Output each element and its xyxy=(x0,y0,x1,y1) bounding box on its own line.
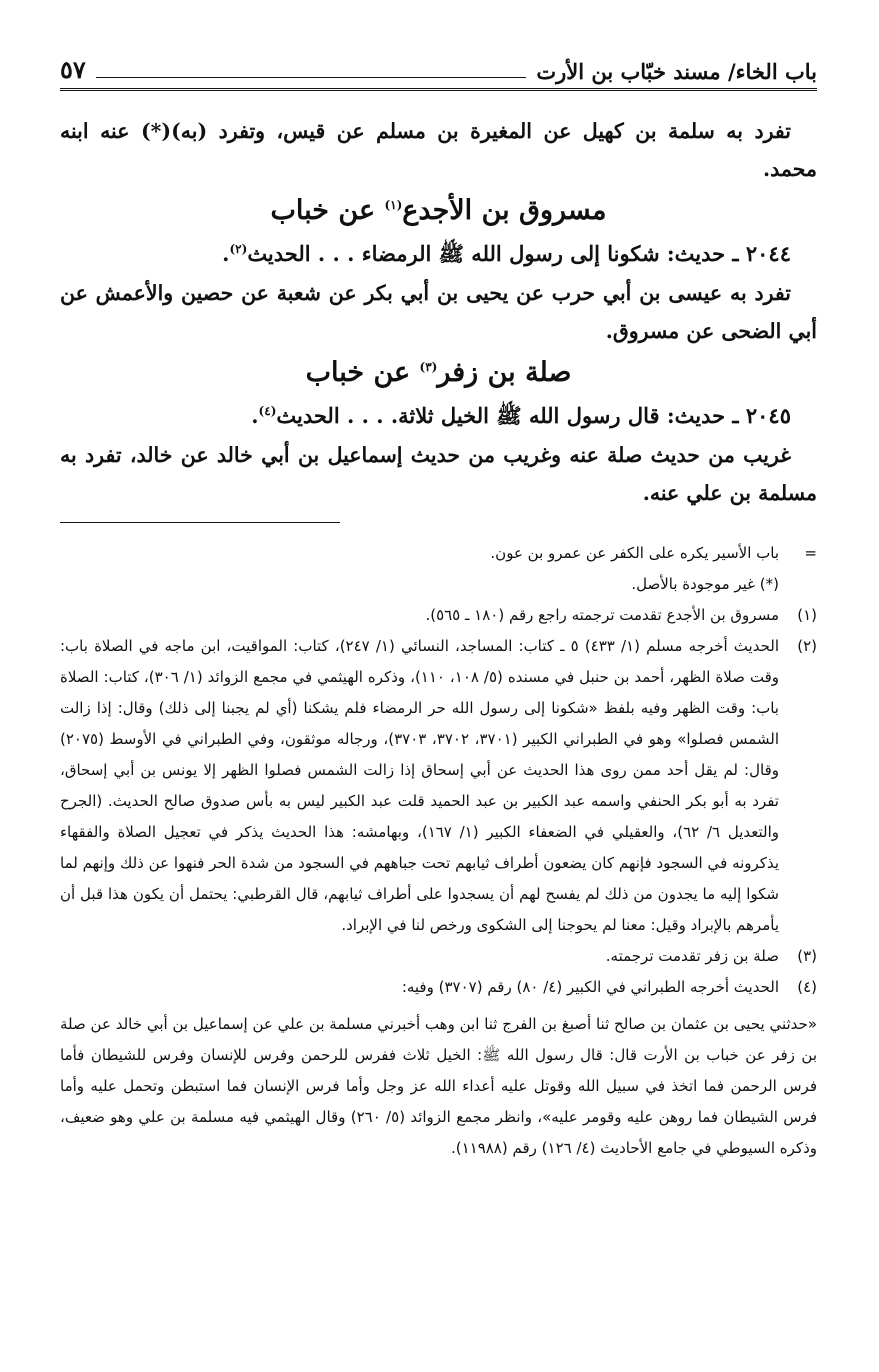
footnote-text: صلة بن زفر تقدمت ترجمته. xyxy=(605,947,779,965)
footnote-mark: (١) xyxy=(797,606,817,624)
footnotes xyxy=(60,538,817,1179)
page xyxy=(60,0,817,1372)
footnote-text: مسروق بن الأجدع تقدمت ترجمته راجع رقم (١٨٠ ـ ٥٦٥). xyxy=(425,606,779,624)
footnote xyxy=(60,972,817,1003)
footnote-text: باب الأسير يكره على الكفر عن عمرو بن عون. xyxy=(490,544,779,562)
footnote xyxy=(60,538,817,569)
footnote xyxy=(60,941,817,972)
hadith-2044: ٢٠٤٤ ـ حديث: شكونا إلى رسول الله ﷺ الرمضاء . . . الحديث$^{(٢)}$. xyxy=(222,241,791,266)
section-title-tail: عن خباب xyxy=(270,195,376,226)
footnote-text: الحديث أخرجه مسلم (١/ ٤٣٣) ٥ ـ كتاب: المساجد، النسائي (١/ ٢٤٧)، كتاب: المواقيت، ابن ماجه في الصلاة باب: وقت صلاة الظهر، أحمد بن حنبل في مسنده (٥/ ١٠٨، ١١٠)، وذكره الهيثمي في مجمع الزوائد (١/ ٣٠٦)، كتاب: الصلاة باب: وقت الظهر وفيه بلفظ «شكونا إلى رسول الله حر الرمضاء فلم يشكنا (أي لم يجبنا إلى ذلك) وقال: إذا زالت الشمس فصلوا» وهو في الطبراني الكبير (٣٧٠١، ٣٧٠٢، ٣٧٠٣)، ورجاله موثقون، وفي الطبراني في الأوسط (٢٠٧٥) وقال: لم يقل أحد ممن روى هذا الحديث عن أبي إسحاق إذا زالت الشمس فصلوا الظهر إلا يونس بن أبي إسحاق، تفرد به أبو بكر الحنفي واسمه عبد الكبير بن عبد الحميد قلت عبد الكبير ليس به بأس صدوق صالح الحديث. (الجرح والتعديل ٦/ ٦٢)، والعقيلي في الضعفاء الكبير (١/ ١٦٧)، وبهامشه: هذا الحديث يذكر في تعجيل الصلاة والفقهاء يذكرونه في السجود فإنهم كان يضعون أطراف ثيابهم تحت جباههم في السجود من شدة الحر فنهوا عن ذلك وإنهم لما شكوا إليه ما يجدون من ذلك لم يفسح لهم أن يسجدوا على أطراف ثيابهم، قال القرطبي: يحتمل أن يكون هذا قبل أن يأمرهم بالإبراد وقيل: معنا لم يحوجنا إلى الشكوى ورخص لنا في الإبراد. xyxy=(60,637,780,934)
hadith-2045: ٢٠٤٥ ـ حديث: قال رسول الله ﷺ الخيل ثلاثة. . . . الحديث$^{(٤)}$. xyxy=(251,403,791,428)
main-text xyxy=(60,112,817,512)
hadith-text: قال رسول الله ﷺ الخيل ثلاثة. . . . الحديث xyxy=(276,403,660,428)
hadith-number: ٢٠٤٤ ـ حديث: xyxy=(666,241,791,266)
commentary-paragraph: تفرد به عيسى بن أبي حرب عن يحيى بن أبي بكر عن شعبة عن حصين والأعمش عن أبي الضحى عن مسروق. xyxy=(60,281,817,343)
page-number: ٥٧ xyxy=(60,55,86,84)
footnote-mark xyxy=(779,569,817,600)
footnote-mark: = xyxy=(804,544,817,562)
section-title-sila xyxy=(60,350,817,396)
footnote-text: الحديث أخرجه الطبراني في الكبير (٤/ ٨٠) رقم (٣٧٠٧) وفيه: xyxy=(401,978,779,996)
section-title-tail: عن خباب xyxy=(305,357,411,388)
section-title-text: مسروق بن الأجدع xyxy=(402,195,607,226)
footnote-quote: «حدثني يحيى بن عثمان بن صالح ثنا أصبغ بن الفرج ثنا ابن وهب أخبرني مسلمة بن علي عن إسماعيل بن أبي خالد عن صلة بن زفر عن خباب بن الأرت قال: قال رسول الله ﷺ: الخيل ثلاث ففرس للرحمن وفرس للإنسان وفرس للشيطان فأما فرس الرحمن فما اتخذ في سبيل الله وقوتل عليه أعداء الله عز وجل وأما فرس الإنسان فما استبطن وتحمل عليه وأما فرس الشيطان فما روهن عليه وقومر عليه»، وانظر مجمع الزوائد (٥/ ٢٦٠) وقال الهيثمي فيه مسلمة بن علي وهو ضعيف، وذكره السيوطي في جامع الأحاديث (٤/ ١٢٦) رقم (١١٩٨٨). xyxy=(60,1015,817,1157)
running-header xyxy=(60,44,817,91)
footnote-ref: (٣) xyxy=(419,360,438,374)
hadith-text: شكونا إلى رسول الله ﷺ الرمضاء . . . الحديث xyxy=(247,241,660,266)
footnote xyxy=(60,600,817,631)
footnote-text: (*) غير موجودة بالأصل. xyxy=(631,575,779,593)
hadith-number: ٢٠٤٥ ـ حديث: xyxy=(666,403,791,428)
footnote-mark: (٢) xyxy=(797,637,817,655)
intro-paragraph: تفرد به سلمة بن كهيل عن المغيرة بن مسلم عن قيس، وتفرد (به)(*) عنه ابنه محمد. xyxy=(60,119,817,181)
footnote-mark: (٣) xyxy=(797,947,817,965)
header-title: باب الخاء/ مسند خبّاب بن الأرت xyxy=(536,59,817,84)
commentary-paragraph: غريب من حديث صلة عنه وغريب من حديث إسماعيل بن أبي خالد عن خالد، تفرد به مسلمة بن علي عنه. xyxy=(60,443,817,505)
footnote-ref: (٢) xyxy=(229,242,248,256)
footnote-ref: (٤) xyxy=(258,404,277,418)
footnote-divider xyxy=(60,522,340,523)
footnote-ref: (١) xyxy=(384,198,403,212)
footnote xyxy=(60,631,817,941)
section-title-text: صلة بن زفر xyxy=(437,357,572,388)
header-divider xyxy=(96,77,527,78)
section-title-masruq xyxy=(60,188,817,234)
footnote xyxy=(60,569,817,600)
footnote-mark: (٤) xyxy=(797,978,817,996)
